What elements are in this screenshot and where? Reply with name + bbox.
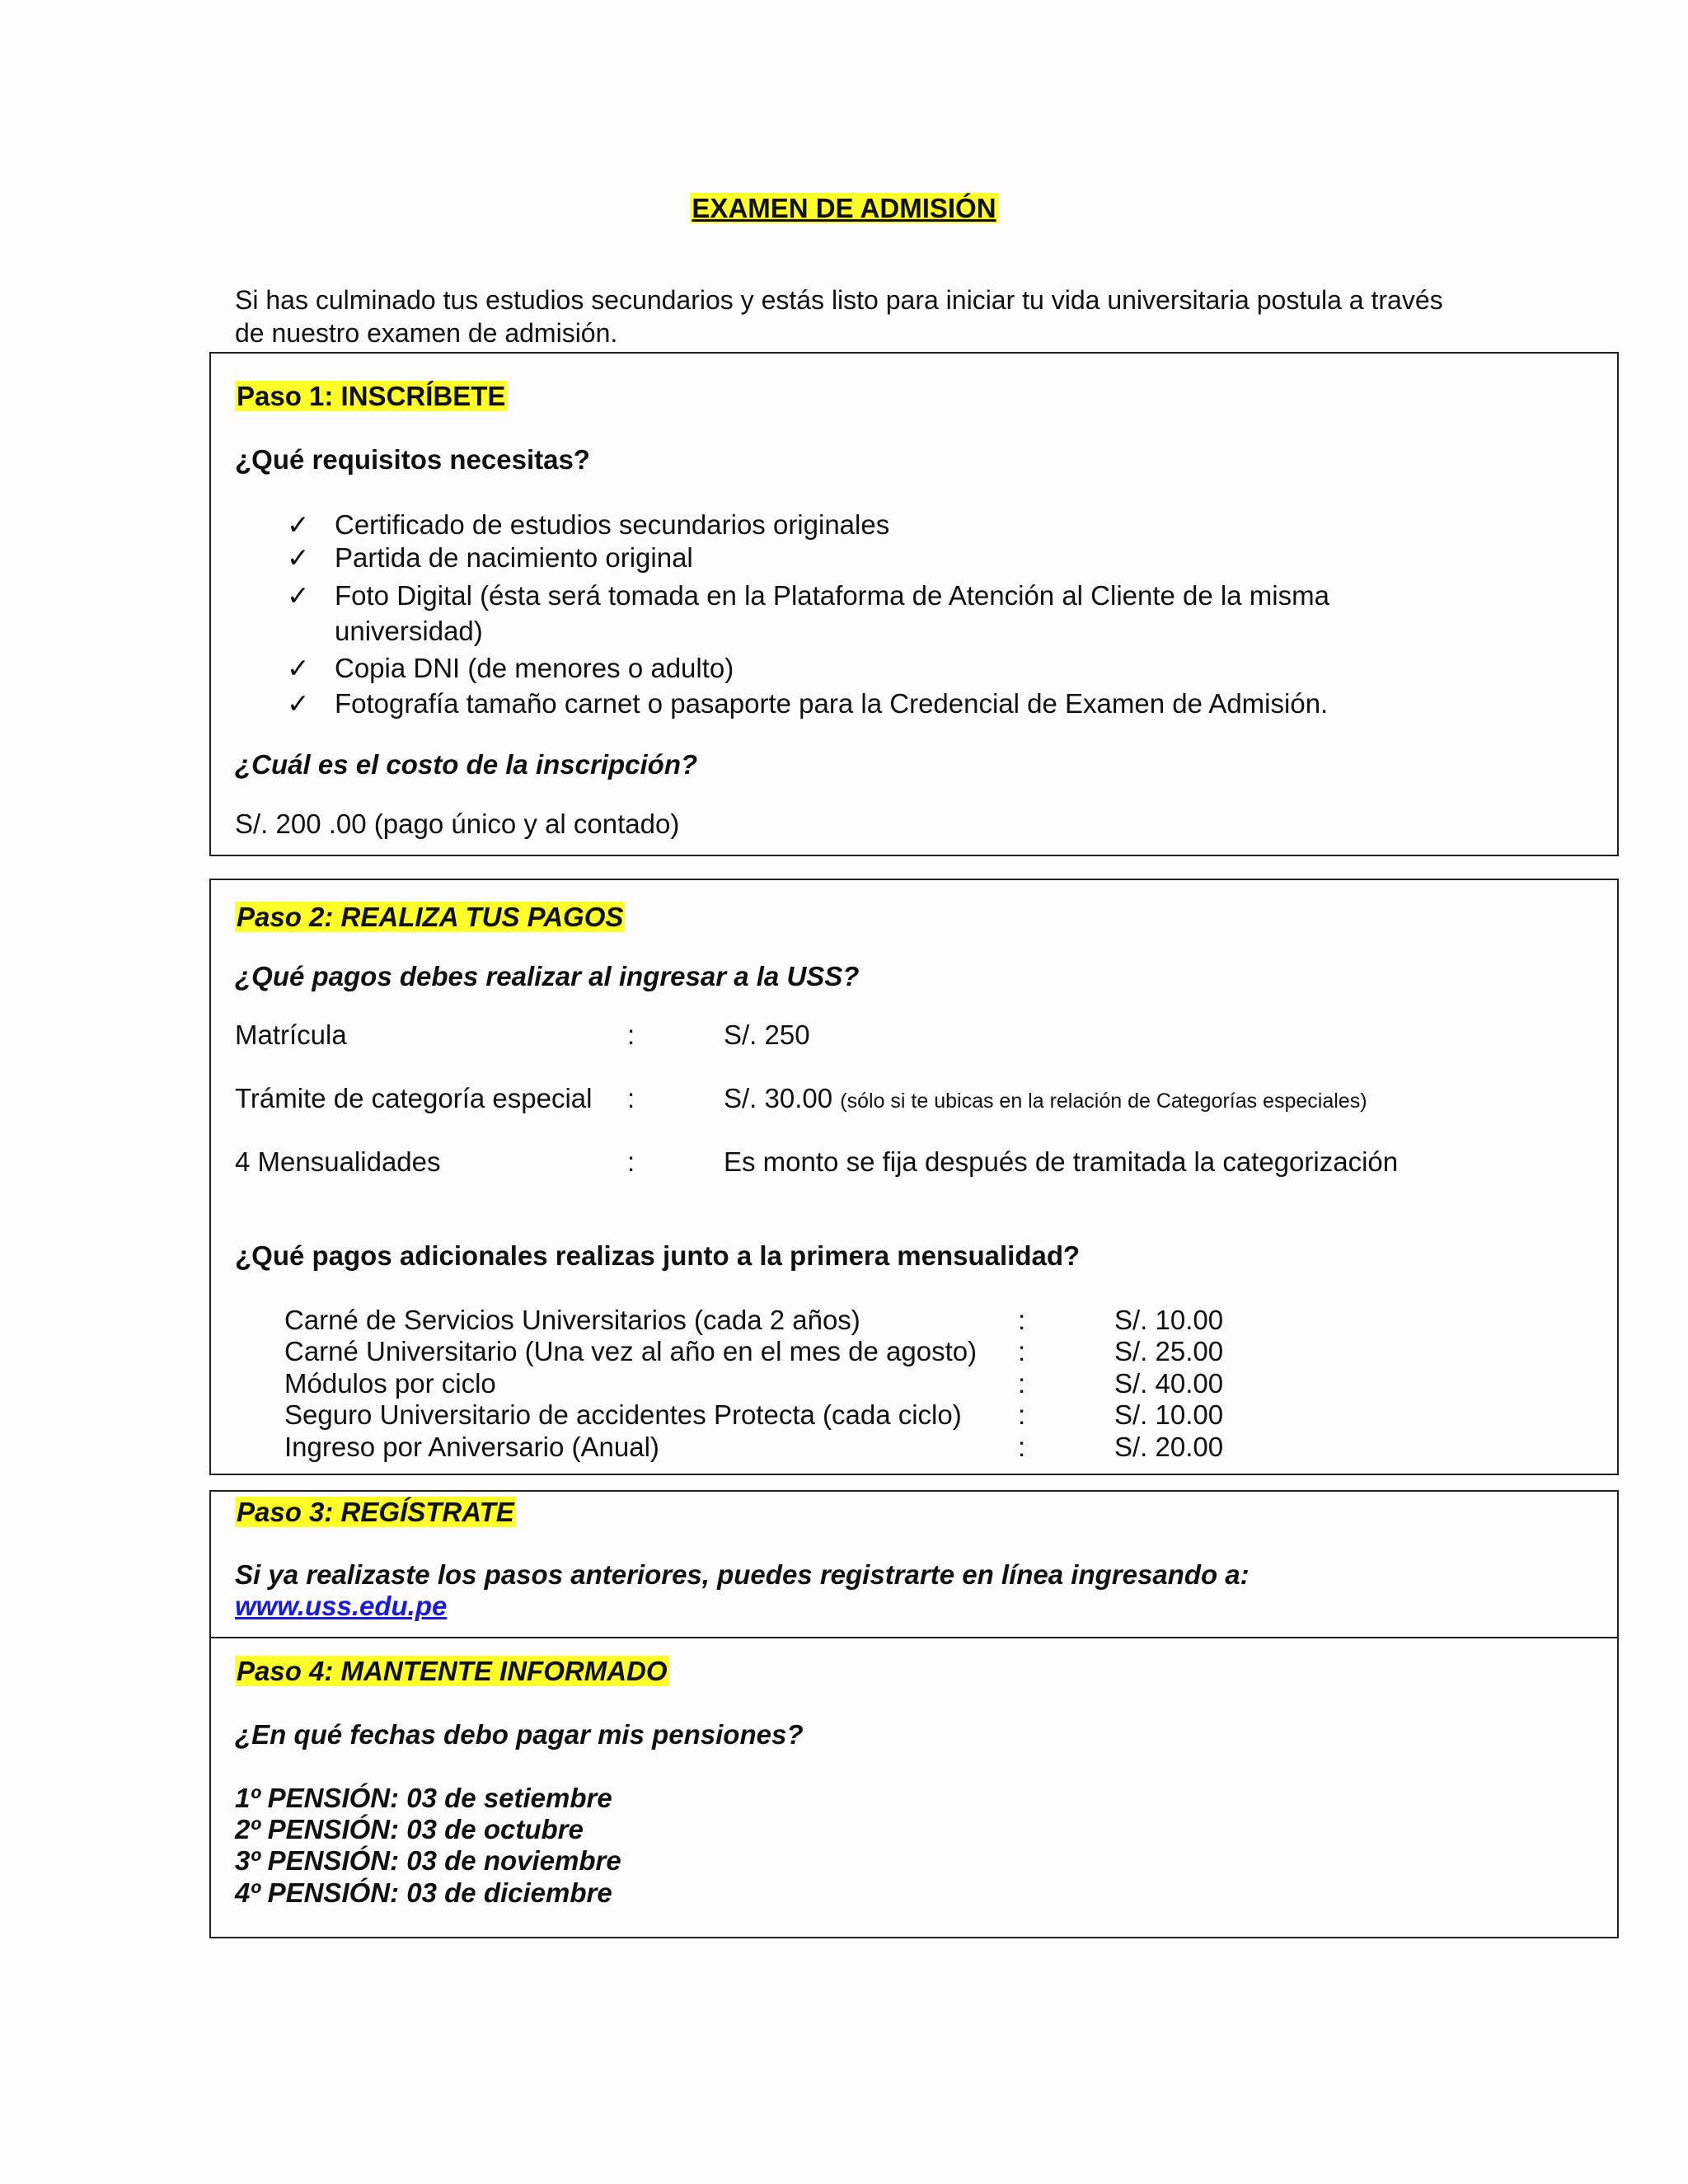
paso1-heading-text: Paso 1: INSCRÍBETE xyxy=(237,381,506,411)
payment-note: (sólo si te ubicas en la relación de Categorías especiales) xyxy=(840,1090,1367,1113)
check-icon: ✓ xyxy=(287,688,310,719)
requirement-text: Foto Digital (ésta será tomada en la Plataforma de Atención al Cliente de la misma universidad) xyxy=(335,580,1329,646)
check-icon: ✓ xyxy=(287,653,310,683)
paso4-box xyxy=(209,1637,1619,1938)
extra-separator: : xyxy=(1018,1399,1026,1430)
extra-label: Ingreso por Aniversario (Anual) xyxy=(284,1432,659,1462)
paso1-heading xyxy=(235,381,507,412)
uss-website-link-wrap xyxy=(235,1591,447,1622)
payment-separator: : xyxy=(627,1019,635,1050)
extra-label: Carné Universitario (Una vez al año en el mes de agosto) xyxy=(284,1336,978,1366)
extras-question: ¿Qué pagos adicionales realizas junto a la primera mensualidad? xyxy=(235,1240,1081,1271)
cost-value: S/. 200 .00 (pago único y al contado) xyxy=(235,808,680,839)
paso3-heading xyxy=(235,1497,516,1528)
page-title xyxy=(0,193,1688,224)
uss-website-link[interactable]: www.uss.edu.pe xyxy=(235,1591,448,1621)
extra-value: S/. 25.00 xyxy=(1114,1336,1224,1366)
list-item: 1º PENSIÓN: 03 de setiembre xyxy=(235,1783,612,1813)
list-item xyxy=(287,578,1365,649)
payment-value-wrap xyxy=(724,1083,1367,1114)
paso4-heading-text: Paso 4: MANTENTE INFORMADO xyxy=(237,1656,668,1686)
extra-label: Carné de Servicios Universitarios (cada 2 años) xyxy=(284,1305,860,1335)
list-item: 2º PENSIÓN: 03 de octubre xyxy=(235,1814,584,1844)
extra-separator: : xyxy=(1018,1336,1026,1366)
intro-paragraph: Si has culminado tus estudios secundarios y estás listo para iniciar tu vida universitaria postula a través de nuestro examen de admisión. xyxy=(235,285,1443,348)
payment-separator: : xyxy=(627,1083,635,1113)
paso2-box xyxy=(209,879,1619,1475)
extra-separator: : xyxy=(1018,1432,1026,1462)
list-item xyxy=(287,650,1365,686)
payment-value: S/. 250 xyxy=(724,1019,810,1050)
paso1-box xyxy=(209,352,1619,856)
extra-value: S/. 10.00 xyxy=(1114,1399,1224,1430)
extra-label: Seguro Universitario de accidentes Protecta (cada ciclo) xyxy=(284,1399,962,1430)
requirement-text: Partida de nacimiento original xyxy=(335,542,693,573)
paso2-heading xyxy=(235,902,625,933)
extra-separator: : xyxy=(1018,1305,1026,1335)
page-title-text: EXAMEN DE ADMISIÓN xyxy=(692,193,996,223)
paso4-heading xyxy=(235,1656,669,1687)
payment-value: Es monto se fija después de tramitada la categorización xyxy=(724,1146,1399,1177)
list-item xyxy=(287,509,1365,541)
paso4-question: ¿En qué fechas debo pagar mis pensiones? xyxy=(235,1719,804,1750)
paso2-heading-text: Paso 2: REALIZA TUS PAGOS xyxy=(237,902,624,932)
check-icon: ✓ xyxy=(287,509,310,540)
extra-value: S/. 10.00 xyxy=(1114,1305,1224,1335)
extra-separator: : xyxy=(1018,1368,1026,1399)
requirement-text: Fotografía tamaño carnet o pasaporte para la Credencial de Examen de Admisión. xyxy=(335,688,1329,719)
paso3-box xyxy=(209,1490,1619,1638)
requirements-list xyxy=(287,509,1365,721)
extra-value: S/. 20.00 xyxy=(1114,1432,1224,1462)
check-icon: ✓ xyxy=(287,542,310,573)
payment-separator: : xyxy=(627,1146,635,1177)
paso3-text: Si ya realizaste los pasos anteriores, puedes registrarte en línea ingresando a: xyxy=(235,1559,1250,1590)
paso3-heading-text: Paso 3: REGÍSTRATE xyxy=(237,1497,514,1527)
list-item xyxy=(287,686,1365,721)
paso2-question: ¿Qué pagos debes realizar al ingresar a la USS? xyxy=(235,961,860,991)
payment-label: 4 Mensualidades xyxy=(235,1146,441,1177)
list-item: 4º PENSIÓN: 03 de diciembre xyxy=(235,1877,612,1908)
extra-value: S/. 40.00 xyxy=(1114,1368,1224,1399)
list-item: 3º PENSIÓN: 03 de noviembre xyxy=(235,1845,621,1876)
paso1-question: ¿Qué requisitos necesitas? xyxy=(235,444,590,475)
cost-question: ¿Cuál es el costo de la inscripción? xyxy=(235,749,698,780)
requirement-text: Copia DNI (de menores o adulto) xyxy=(335,653,734,683)
payment-value: S/. 30.00 xyxy=(724,1083,833,1113)
check-icon: ✓ xyxy=(287,580,310,611)
extra-label: Módulos por ciclo xyxy=(284,1368,496,1399)
payment-label: Trámite de categoría especial xyxy=(235,1083,593,1113)
requirement-text: Certificado de estudios secundarios originales xyxy=(335,509,890,540)
list-item xyxy=(287,541,1365,574)
payment-label: Matrícula xyxy=(235,1019,347,1050)
